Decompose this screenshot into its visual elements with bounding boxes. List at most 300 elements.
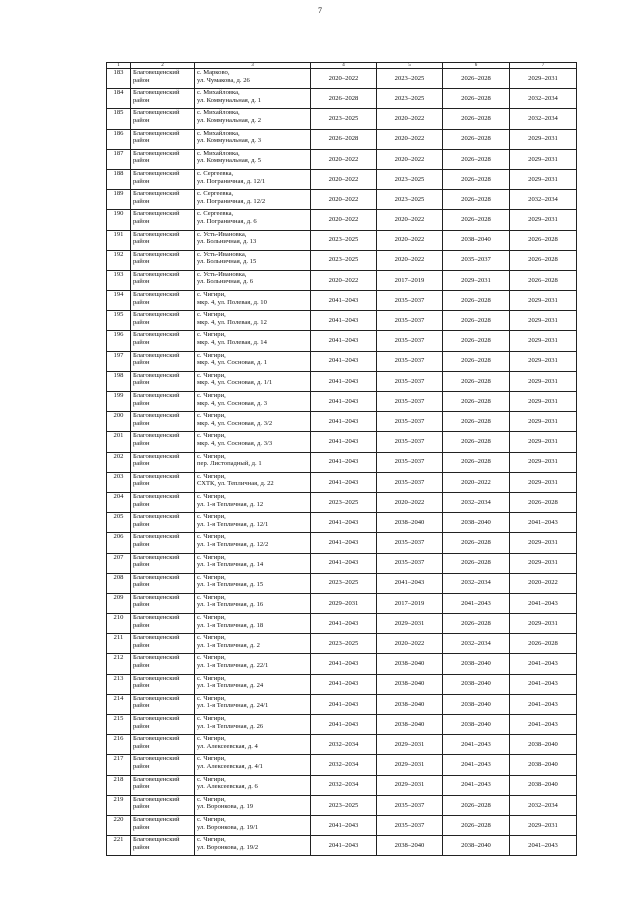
table-body (107, 69, 577, 856)
period-cell: 2035–2037 (377, 392, 443, 412)
period-cell: 2041–2043 (510, 694, 577, 714)
district-cell (131, 694, 195, 714)
period-cell: 2029–2031 (311, 593, 377, 613)
period-cell: 2020–2022 (443, 472, 510, 492)
district-cell (131, 492, 195, 512)
period-cell: 2029–2031 (510, 371, 577, 391)
district-cell-line: Благовещенский (133, 815, 180, 823)
period-cell: 2032–2034 (311, 755, 377, 775)
address-cell (195, 169, 311, 189)
district-cell (131, 311, 195, 331)
address-cell (195, 573, 311, 593)
address-cell-line: ул. 1-я Тепличная, д. 24/1 (197, 702, 269, 710)
period-cell: 2041–2043 (311, 674, 377, 694)
period-cell: 2023–2025 (311, 573, 377, 593)
period-cell: 2035–2037 (377, 795, 443, 815)
district-cell (131, 89, 195, 109)
address-cell (195, 89, 311, 109)
address-cell (195, 250, 311, 270)
address-cell-line: ул. 1-я Тепличная, д. 18 (197, 621, 264, 629)
district-cell (131, 573, 195, 593)
period-cell: 2026–2028 (443, 371, 510, 391)
table-row (107, 432, 577, 452)
address-cell-line: ул. Воронкова, д. 19 (197, 803, 254, 811)
district-cell-line: район (133, 359, 150, 367)
period-cell: 2032–2034 (443, 573, 510, 593)
row-number: 186 (107, 129, 131, 149)
address-cell-line: ул. 1-я Тепличная, д. 12/1 (197, 520, 269, 528)
address-cell-line: СХТК, ул. Тепличная, д. 22 (197, 480, 274, 488)
row-number: 198 (107, 371, 131, 391)
district-cell (131, 533, 195, 553)
district-cell-line: Благовещенский (133, 291, 180, 299)
address-cell-line: с. Усть-Ивановка, (197, 250, 247, 258)
district-cell-line: район (133, 561, 150, 569)
row-number: 207 (107, 553, 131, 573)
period-cell: 2023–2025 (311, 634, 377, 654)
period-cell: 2041–2043 (311, 392, 377, 412)
period-cell: 2035–2037 (377, 432, 443, 452)
period-cell: 2038–2040 (443, 513, 510, 533)
district-cell (131, 452, 195, 472)
period-cell: 2041–2043 (311, 553, 377, 573)
address-cell-line: мкр. 4, ул. Полевая, д. 12 (197, 318, 267, 326)
district-cell-line: район (133, 702, 150, 710)
district-cell-line: Благовещенский (133, 593, 180, 601)
period-cell: 2026–2028 (443, 432, 510, 452)
district-cell-line: Благовещенский (133, 311, 180, 319)
table-row (107, 775, 577, 795)
period-cell: 2041–2043 (510, 654, 577, 674)
period-cell: 2041–2043 (510, 715, 577, 735)
address-cell-line: ул. Коммунальная, д. 2 (197, 116, 262, 124)
row-number: 214 (107, 694, 131, 714)
period-cell: 2026–2028 (443, 452, 510, 472)
district-cell-line: район (133, 762, 150, 770)
period-cell: 2038–2040 (377, 513, 443, 533)
period-cell: 2032–2034 (510, 109, 577, 129)
district-cell (131, 270, 195, 290)
district-cell-line: район (133, 399, 150, 407)
period-cell: 2038–2040 (510, 775, 577, 795)
period-cell: 2023–2025 (311, 795, 377, 815)
district-cell-line: Благовещенский (133, 190, 180, 198)
period-cell: 2026–2028 (443, 815, 510, 835)
district-cell (131, 190, 195, 210)
period-cell: 2041–2043 (311, 311, 377, 331)
period-cell: 2020–2022 (311, 210, 377, 230)
district-cell-line: район (133, 96, 150, 104)
period-cell: 2041–2043 (311, 533, 377, 553)
address-cell-line: с. Чигири, (197, 392, 226, 399)
table-row (107, 735, 577, 755)
address-cell-line: ул. Коммунальная, д. 3 (197, 137, 262, 145)
period-cell: 2041–2043 (510, 836, 577, 856)
period-cell: 2026–2028 (443, 392, 510, 412)
address-cell (195, 129, 311, 149)
table-row (107, 674, 577, 694)
period-cell: 2020–2022 (311, 169, 377, 189)
row-number: 197 (107, 351, 131, 371)
address-cell-line: мкр. 4, ул. Полевая, д. 14 (197, 339, 267, 347)
row-number: 195 (107, 311, 131, 331)
period-cell: 2041–2043 (443, 775, 510, 795)
address-cell-line: ул. Алексеевская, д. 6 (197, 783, 258, 791)
period-cell: 2032–2034 (443, 634, 510, 654)
address-cell-line: с. Чигири, (197, 775, 226, 783)
district-cell-line: район (133, 601, 150, 609)
address-cell-line: с. Чигири, (197, 573, 226, 581)
district-cell-line: Благовещенский (133, 129, 180, 137)
district-cell-line: район (133, 339, 150, 347)
address-cell (195, 149, 311, 169)
period-cell: 2041–2043 (311, 331, 377, 351)
row-number: 200 (107, 412, 131, 432)
address-cell (195, 533, 311, 553)
period-cell: 2041–2043 (311, 432, 377, 452)
table-row (107, 331, 577, 351)
period-cell: 2029–2031 (510, 432, 577, 452)
table-row (107, 593, 577, 613)
district-cell (131, 129, 195, 149)
address-cell (195, 513, 311, 533)
row-number: 184 (107, 89, 131, 109)
address-cell-line: с. Чигири, (197, 755, 226, 763)
address-cell-line: с. Чигири, (197, 492, 226, 500)
period-cell: 2041–2043 (311, 291, 377, 311)
row-number: 194 (107, 291, 131, 311)
address-cell (195, 230, 311, 250)
period-cell: 2026–2028 (510, 634, 577, 654)
period-cell: 2029–2031 (510, 169, 577, 189)
address-cell-line: мкр. 4, ул. Сосновая, д. 1/1 (197, 379, 273, 387)
district-cell-line: Благовещенский (133, 492, 180, 500)
district-cell-line: район (133, 540, 150, 548)
period-cell: 2038–2040 (443, 674, 510, 694)
district-cell-line: район (133, 682, 150, 690)
address-cell-line: ул. Коммунальная, д. 5 (197, 157, 262, 165)
address-cell-line: с. Чигири, (197, 432, 226, 440)
period-cell: 2038–2040 (510, 735, 577, 755)
period-cell: 2035–2037 (443, 250, 510, 270)
district-cell-line: район (133, 621, 150, 629)
table-row (107, 573, 577, 593)
address-cell-line: ул. Чумакова, д. 26 (197, 76, 250, 84)
period-cell: 2029–2031 (443, 270, 510, 290)
address-cell-line: ул. Алексеевская, д. 4 (197, 742, 258, 750)
period-cell: 2035–2037 (377, 553, 443, 573)
period-cell: 2020–2022 (311, 270, 377, 290)
row-number: 203 (107, 472, 131, 492)
address-cell-line: с. Чигири, (197, 412, 226, 420)
period-cell: 2029–2031 (510, 149, 577, 169)
district-cell-line: Благовещенский (133, 109, 180, 117)
period-cell: 2029–2031 (510, 412, 577, 432)
table-row (107, 715, 577, 735)
table-row (107, 250, 577, 270)
district-cell-line: Благовещенский (133, 755, 180, 763)
period-cell: 2026–2028 (443, 533, 510, 553)
district-cell-line: район (133, 823, 150, 831)
period-cell: 2035–2037 (377, 815, 443, 835)
column-header: 7 (510, 63, 577, 69)
period-cell: 2017–2019 (377, 270, 443, 290)
column-header: 4 (311, 63, 377, 69)
address-cell-line: с. Чигири, (197, 836, 226, 844)
district-cell-line: район (133, 419, 150, 427)
period-cell: 2026–2028 (443, 69, 510, 89)
address-cell (195, 694, 311, 714)
table-row (107, 230, 577, 250)
district-cell (131, 291, 195, 311)
district-cell (131, 149, 195, 169)
row-number: 205 (107, 513, 131, 533)
district-cell (131, 654, 195, 674)
period-cell: 2026–2028 (443, 109, 510, 129)
district-cell (131, 674, 195, 694)
table-row (107, 351, 577, 371)
address-cell-line: с. Чигири, (197, 593, 226, 601)
address-cell-line: ул. Воронкова, д. 19/2 (197, 843, 259, 851)
period-cell: 2041–2043 (510, 513, 577, 533)
address-cell-line: ул. 1-я Тепличная, д. 26 (197, 722, 264, 730)
district-cell-line: Благовещенский (133, 412, 180, 420)
period-cell: 2026–2028 (443, 210, 510, 230)
district-cell-line: район (133, 480, 150, 488)
table-row (107, 392, 577, 412)
address-cell (195, 795, 311, 815)
table-row (107, 755, 577, 775)
period-cell: 2023–2025 (311, 492, 377, 512)
district-cell-line: район (133, 641, 150, 649)
period-cell: 2035–2037 (377, 533, 443, 553)
period-cell: 2041–2043 (311, 452, 377, 472)
row-number: 192 (107, 250, 131, 270)
address-cell (195, 735, 311, 755)
period-cell: 2020–2022 (377, 149, 443, 169)
period-cell: 2041–2043 (311, 513, 377, 533)
district-cell (131, 331, 195, 351)
table-row (107, 129, 577, 149)
address-cell (195, 755, 311, 775)
address-cell-line: с. Чигири, (197, 654, 226, 662)
address-cell-line: с. Чигири, (197, 311, 226, 319)
period-cell: 2032–2034 (443, 492, 510, 512)
row-number: 209 (107, 593, 131, 613)
district-cell-line: район (133, 460, 150, 468)
row-number: 185 (107, 109, 131, 129)
period-cell: 2020–2022 (510, 573, 577, 593)
district-cell-line: Благовещенский (133, 351, 180, 359)
table-row (107, 795, 577, 815)
housing-schedule-table (106, 62, 577, 856)
address-cell-line: с. Чигири, (197, 331, 226, 339)
column-header: 5 (377, 63, 443, 69)
table-row (107, 694, 577, 714)
district-cell-line: Благовещенский (133, 69, 180, 76)
period-cell: 2041–2043 (311, 371, 377, 391)
district-cell (131, 392, 195, 412)
address-cell (195, 775, 311, 795)
period-cell: 2026–2028 (510, 270, 577, 290)
address-cell-line: с. Чигири, (197, 715, 226, 722)
district-cell (131, 593, 195, 613)
district-cell (131, 513, 195, 533)
row-number: 199 (107, 392, 131, 412)
table-row (107, 270, 577, 290)
district-cell-line: Благовещенский (133, 432, 180, 440)
address-cell (195, 270, 311, 290)
district-cell-line: район (133, 500, 150, 508)
district-cell (131, 432, 195, 452)
row-number: 189 (107, 190, 131, 210)
period-cell: 2029–2031 (510, 311, 577, 331)
address-cell-line: ул. 1-я Тепличная, д. 12/2 (197, 540, 269, 548)
address-cell (195, 715, 311, 735)
district-cell-line: Благовещенский (133, 634, 180, 642)
period-cell: 2026–2028 (510, 250, 577, 270)
period-cell: 2041–2043 (377, 573, 443, 593)
period-cell: 2032–2034 (311, 775, 377, 795)
district-cell (131, 210, 195, 230)
district-cell (131, 715, 195, 735)
period-cell: 2026–2028 (311, 129, 377, 149)
period-cell: 2026–2028 (510, 230, 577, 250)
address-cell (195, 614, 311, 634)
row-number: 202 (107, 452, 131, 472)
district-cell-line: Благовещенский (133, 533, 180, 541)
period-cell: 2041–2043 (311, 412, 377, 432)
address-cell (195, 331, 311, 351)
period-cell: 2023–2025 (311, 230, 377, 250)
district-cell (131, 634, 195, 654)
period-cell: 2035–2037 (377, 412, 443, 432)
address-cell-line: ул. Алексеевская, д. 4/1 (197, 762, 263, 770)
district-cell (131, 230, 195, 250)
period-cell: 2020–2022 (377, 250, 443, 270)
address-cell (195, 371, 311, 391)
table-row (107, 452, 577, 472)
district-cell (131, 472, 195, 492)
address-cell-line: мкр. 4, ул. Сосновая, д. 3/3 (197, 439, 273, 447)
district-cell (131, 735, 195, 755)
period-cell: 2041–2043 (311, 472, 377, 492)
district-cell (131, 250, 195, 270)
period-cell: 2026–2028 (443, 614, 510, 634)
period-cell: 2026–2028 (311, 89, 377, 109)
period-cell: 2038–2040 (443, 230, 510, 250)
row-number: 213 (107, 674, 131, 694)
period-cell: 2029–2031 (510, 472, 577, 492)
period-cell: 2029–2031 (510, 129, 577, 149)
district-cell-line: район (133, 76, 150, 84)
address-cell-line: с. Чигири, (197, 553, 226, 561)
period-cell: 2029–2031 (510, 452, 577, 472)
address-cell (195, 190, 311, 210)
table-row (107, 634, 577, 654)
address-cell-line: мкр. 4, ул. Полевая, д. 10 (197, 298, 267, 306)
table-row (107, 190, 577, 210)
period-cell: 2032–2034 (510, 89, 577, 109)
period-cell: 2041–2043 (311, 614, 377, 634)
district-cell-line: Благовещенский (133, 89, 180, 97)
address-cell-line: с. Чигири, (197, 634, 226, 642)
address-cell-line: ул. 1-я Тепличная, д. 22/1 (197, 662, 269, 670)
period-cell: 2023–2025 (377, 190, 443, 210)
table-row (107, 169, 577, 189)
table-row (107, 149, 577, 169)
address-cell (195, 492, 311, 512)
address-cell-line: ул. Пограничная, д. 12/2 (197, 197, 266, 205)
address-cell (195, 311, 311, 331)
address-cell-line: с. Сергеевка, (197, 169, 234, 177)
address-cell (195, 815, 311, 835)
period-cell: 2029–2031 (510, 291, 577, 311)
period-cell: 2029–2031 (510, 392, 577, 412)
district-cell-line: район (133, 157, 150, 165)
row-number: 221 (107, 836, 131, 856)
address-cell-line: с. Сергеевка, (197, 210, 234, 218)
address-cell (195, 674, 311, 694)
row-number: 188 (107, 169, 131, 189)
period-cell: 2026–2028 (443, 351, 510, 371)
district-cell-line: район (133, 520, 150, 528)
district-cell-line: Благовещенский (133, 331, 180, 339)
district-cell-line: Благовещенский (133, 210, 180, 218)
table-row (107, 291, 577, 311)
district-cell (131, 553, 195, 573)
district-cell-line: Благовещенский (133, 553, 180, 561)
period-cell: 2029–2031 (510, 351, 577, 371)
table-row (107, 472, 577, 492)
district-cell-line: Благовещенский (133, 392, 180, 399)
row-number: 210 (107, 614, 131, 634)
address-cell-line: пер. Листопадный, д. 1 (197, 460, 262, 468)
district-cell-line: район (133, 581, 150, 589)
address-cell (195, 351, 311, 371)
address-cell-line: с. Чигири, (197, 815, 226, 823)
table-row (107, 69, 577, 89)
address-cell-line: ул. 1-я Тепличная, д. 16 (197, 601, 264, 609)
district-cell (131, 69, 195, 89)
row-number: 193 (107, 270, 131, 290)
district-cell (131, 371, 195, 391)
period-cell: 2041–2043 (311, 715, 377, 735)
table-row (107, 513, 577, 533)
period-cell: 2032–2034 (510, 795, 577, 815)
address-cell (195, 836, 311, 856)
table-row (107, 210, 577, 230)
period-cell: 2020–2022 (377, 230, 443, 250)
address-cell-line: ул. Пограничная, д. 6 (197, 217, 257, 225)
period-cell: 2026–2028 (510, 492, 577, 512)
district-cell-line: район (133, 783, 150, 791)
period-cell: 2026–2028 (443, 795, 510, 815)
district-cell-line: район (133, 298, 150, 306)
period-cell: 2029–2031 (510, 553, 577, 573)
district-cell-line: Благовещенский (133, 836, 180, 844)
row-number: 187 (107, 149, 131, 169)
row-number: 219 (107, 795, 131, 815)
address-cell-line: ул. Больничная, д. 13 (197, 238, 257, 246)
period-cell: 2029–2031 (377, 614, 443, 634)
period-cell: 2041–2043 (443, 735, 510, 755)
column-header: 2 (131, 63, 195, 69)
row-number: 212 (107, 654, 131, 674)
table-row (107, 412, 577, 432)
period-cell: 2041–2043 (311, 836, 377, 856)
period-cell: 2026–2028 (443, 553, 510, 573)
